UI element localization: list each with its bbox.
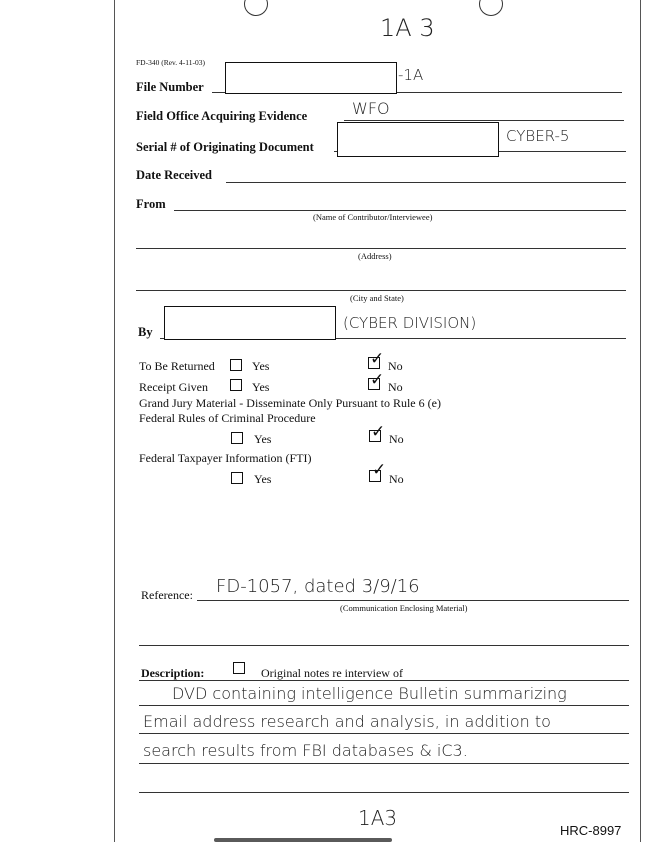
by-redaction — [164, 306, 336, 340]
city-caption: (City and State) — [350, 293, 404, 303]
file-number-redaction — [225, 62, 397, 94]
description-label: Description: — [141, 666, 205, 680]
file-number-label: File Number — [136, 80, 204, 94]
fti-no-label: No — [389, 472, 404, 486]
to-be-returned-check-mark: ✓ — [370, 349, 385, 369]
hole-punch-right — [479, 0, 503, 16]
horizontal-scrollbar[interactable] — [214, 838, 392, 842]
serial-value: CYBER-5 — [506, 127, 570, 145]
reference-line — [197, 600, 629, 601]
to-be-returned-yes-label: Yes — [252, 359, 270, 373]
grand-jury-label: Grand Jury Material - Disseminate Only Pursuant to Rule 6 (e) — [139, 396, 441, 410]
from-label: From — [136, 197, 166, 211]
original-notes-checkbox[interactable] — [233, 662, 245, 674]
receipt-given-check-mark: ✓ — [370, 370, 385, 390]
description-text-2: Email address research and analysis, in addition to — [143, 712, 551, 731]
from-line — [174, 210, 626, 211]
original-notes-label: Original notes re interview of — [261, 666, 403, 680]
page-right-edge — [640, 0, 641, 842]
field-office-value: WFO — [352, 99, 390, 118]
fti-yes-checkbox[interactable] — [231, 472, 243, 484]
serial-redaction — [337, 122, 499, 157]
to-be-returned-label: To Be Returned — [139, 359, 215, 373]
bates-number: HRC-8997 — [560, 823, 622, 838]
reference-value: FD-1057, dated 3/9/16 — [216, 576, 420, 597]
page-left-edge — [114, 0, 115, 842]
receipt-given-label: Receipt Given — [139, 380, 208, 394]
top-handwritten-mark: 1A 3 — [380, 14, 435, 42]
description-text-1: DVD containing intelligence Bulletin summarizing — [172, 684, 567, 703]
receipt-given-yes-label: Yes — [252, 380, 270, 394]
description-line-5 — [139, 792, 629, 793]
serial-label: Serial # of Originating Document — [136, 140, 314, 154]
date-received-line — [226, 182, 626, 183]
by-label: By — [138, 325, 153, 339]
hole-punch-left — [244, 0, 268, 16]
description-line-3 — [139, 733, 629, 734]
to-be-returned-no-label: No — [388, 359, 403, 373]
grand-jury-check-mark: ✓ — [371, 422, 386, 442]
fti-yes-label: Yes — [254, 472, 272, 486]
grand-jury-no-label: No — [389, 432, 404, 446]
reference-caption: (Communication Enclosing Material) — [340, 603, 468, 613]
federal-rules-label: Federal Rules of Criminal Procedure — [139, 411, 316, 425]
to-be-returned-yes-checkbox[interactable] — [230, 359, 242, 371]
receipt-given-yes-checkbox[interactable] — [230, 379, 242, 391]
form-id: FD-340 (Rev. 4-11-03) — [136, 58, 206, 67]
address-caption: (Address) — [358, 251, 392, 261]
receipt-given-no-label: No — [388, 380, 403, 394]
reference-extra-line — [139, 645, 629, 646]
field-office-label: Field Office Acquiring Evidence — [136, 109, 308, 123]
city-line — [136, 290, 626, 291]
description-line-1 — [139, 680, 629, 681]
description-line-2 — [139, 705, 629, 706]
reference-label: Reference: — [141, 588, 193, 602]
fti-label: Federal Taxpayer Information (FTI) — [139, 451, 312, 465]
name-caption: (Name of Contributor/Interviewee) — [313, 212, 433, 222]
file-number-suffix: -1A — [398, 66, 424, 84]
by-value: (CYBER DIVISION) — [343, 314, 477, 332]
date-received-label: Date Received — [136, 168, 213, 182]
description-line-4 — [139, 763, 629, 764]
grand-jury-yes-checkbox[interactable] — [231, 432, 243, 444]
description-text-3: search results from FBI databases & iC3. — [143, 741, 468, 760]
bottom-handwritten-mark: 1A3 — [358, 806, 398, 830]
grand-jury-yes-label: Yes — [254, 432, 272, 446]
fti-check-mark: ✓ — [372, 460, 387, 480]
field-office-line — [344, 120, 624, 121]
address-line — [136, 248, 626, 249]
